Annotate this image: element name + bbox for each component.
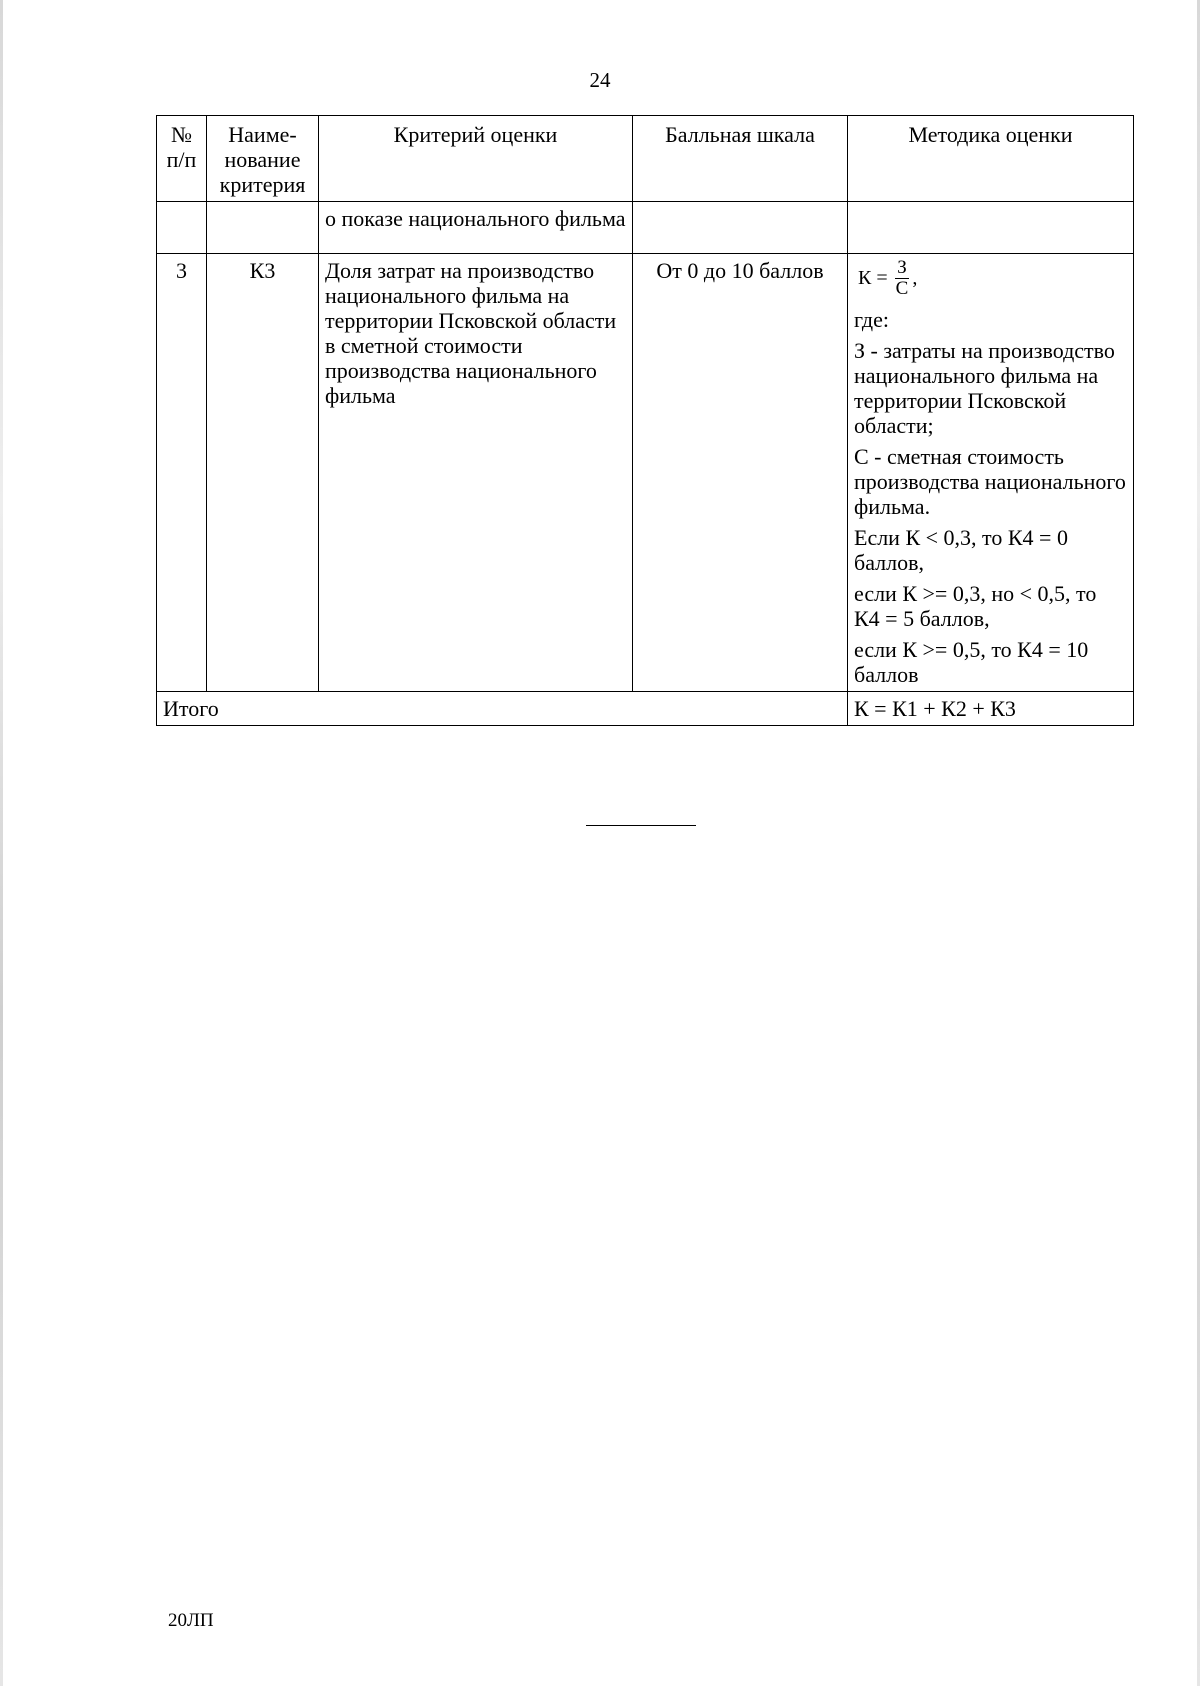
end-divider [586, 825, 696, 826]
scan-edge-left [0, 0, 3, 1686]
header-criterion: Критерий оценки [319, 116, 633, 202]
method-paragraph: если К >= 0,3, но < 0,5, то К4 = 5 баллов, [854, 581, 1097, 631]
method-paragraph: Если К < 0,3, то К4 = 0 баллов, [854, 525, 1068, 575]
cell-empty [207, 202, 319, 254]
table-header-row [157, 116, 1134, 202]
formula-denominator: С [895, 278, 909, 299]
cell-criterion-name: К3 [207, 254, 319, 692]
header-scale: Балльная шкала [633, 116, 848, 202]
cell-method [848, 254, 1134, 692]
page-number: 24 [589, 68, 611, 92]
formula-numerator: З [897, 257, 907, 278]
header-method: Методика оценки [848, 116, 1134, 202]
cell-empty [633, 202, 848, 254]
header-number: № п/п [157, 116, 207, 202]
footer-code: 20ЛП [168, 1610, 214, 1631]
formula-tail: , [912, 267, 918, 289]
cell-empty [848, 202, 1134, 254]
formula-lhs: К = [858, 267, 888, 289]
cell-total-formula: К = К1 + К2 + К3 [848, 692, 1134, 726]
criteria-table [156, 115, 1134, 726]
table-row-total [157, 692, 1134, 726]
cell-criterion-continuation: о показе национального фильма [319, 202, 633, 254]
method-paragraph: если К >= 0,5, то К4 = 10 баллов [854, 637, 1089, 687]
formula-fraction [894, 258, 911, 299]
ratio-formula [858, 258, 917, 299]
table-row-k3 [157, 254, 1134, 692]
cell-total-label: Итого [157, 692, 848, 726]
cell-scale: От 0 до 10 баллов [633, 254, 848, 692]
cell-criterion: Доля затрат на производство национального фильма на территории Псковской области в сметной стоимости производства национального фильма [319, 254, 633, 692]
method-paragraph: З - затраты на производство национального фильма на территории Псковской области; [854, 338, 1115, 438]
cell-empty [157, 202, 207, 254]
header-criterion-name: Наиме-нование критерия [207, 116, 319, 202]
cell-number: 3 [157, 254, 207, 692]
table-row-continuation [157, 202, 1134, 254]
method-paragraph: где: [854, 307, 889, 332]
method-paragraph: С - сметная стоимость производства национального фильма. [854, 444, 1126, 519]
